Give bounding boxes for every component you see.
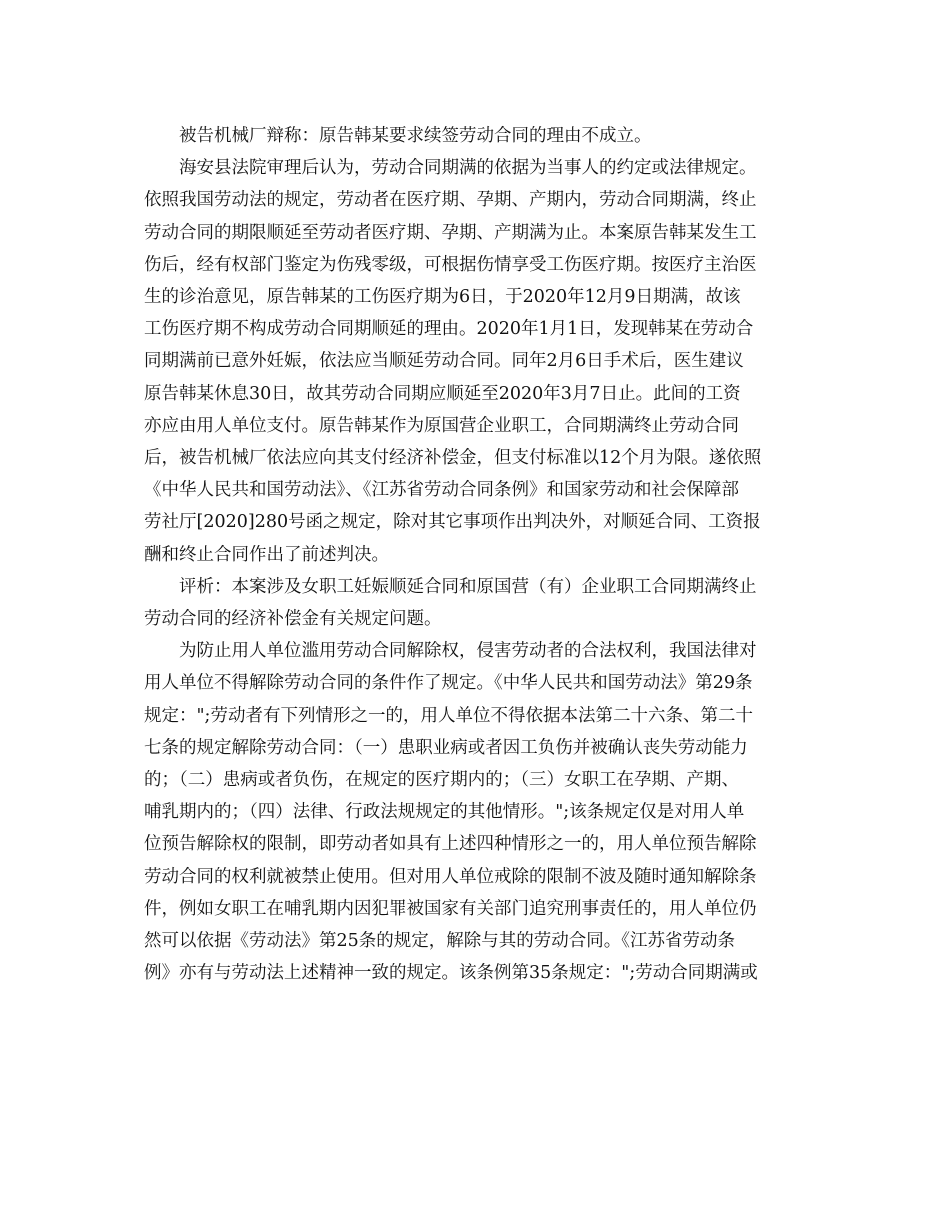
text-line: 劳动合同的期限顺延至劳动者医疗期、孕期、产期满为止。本案原告韩某发生工 bbox=[144, 222, 757, 243]
paragraph-court-ruling bbox=[144, 152, 810, 571]
text-line: 劳动合同的权利就被禁止使用。但对用人单位戒除的限制不波及随时通知解除条 bbox=[144, 866, 757, 887]
text-line: 被告机械厂辩称：原告韩某要求续签劳动合同的理由不成立。 bbox=[179, 126, 652, 146]
text-line: 工伤医疗期不构成劳动合同期顺延的理由。2020年1月1日，发现韩某在劳动合 bbox=[144, 319, 754, 340]
text-line: 然可以依据《劳动法》第25条的规定，解除与其的劳动合同。《江苏省劳动条 bbox=[144, 931, 736, 952]
text-line: 例》亦有与劳动法上述精神一致的规定。该条例第35条规定：";劳动合同期满或 bbox=[144, 963, 758, 984]
text-line: 同期满前已意外妊娠，依法应当顺延劳动合同。同年2月6日手术后，医生建议 bbox=[144, 351, 744, 372]
text-line: 件，例如女职工在哺乳期内因犯罪被国家有关部门追究刑事责任的，用人单位仍 bbox=[144, 898, 757, 919]
text-line: 伤后，经有权部门鉴定为伤残零级，可根据伤情享受工伤医疗期。按医疗主治医 bbox=[144, 254, 757, 275]
text-line: 劳社厅[2020]280号函之规定，除对其它事项作出判决外，对顺延合同、工资报 bbox=[144, 512, 761, 533]
document-body bbox=[144, 120, 810, 989]
paragraph-defense bbox=[144, 120, 810, 152]
text-line: 用人单位不得解除劳动合同的条件作了规定。《中华人民共和国劳动法》第29条 bbox=[144, 673, 753, 694]
text-line: 规定：";劳动者有下列情形之一的，用人单位不得依据本法第二十六条、第二十 bbox=[144, 705, 753, 726]
paragraph-legal-basis bbox=[144, 635, 810, 989]
text-line: 七条的规定解除劳动合同：（一）患职业病或者因工负伤并被确认丧失劳动能力 bbox=[144, 737, 748, 758]
text-line: 原告韩某休息30日，故其劳动合同期应顺延至2020年3月7日止。此间的工资 bbox=[144, 383, 741, 404]
text-line: 劳动合同的经济补偿金有关规定问题。 bbox=[144, 609, 442, 630]
paragraph-analysis bbox=[144, 571, 810, 635]
text-line: 酬和终止合同作出了前述判决。 bbox=[144, 544, 389, 565]
text-line: 位预告解除权的限制，即劳动者如具有上述四种情形之一的，用人单位预告解除 bbox=[144, 834, 757, 855]
text-line: 的；（二）患病或者负伤，在规定的医疗期内的；（三）女职工在孕期、产期、 bbox=[144, 770, 739, 791]
text-line: 依照我国劳动法的规定，劳动者在医疗期、孕期、产期内，劳动合同期满，终止 bbox=[144, 190, 757, 211]
text-line: 亦应由用人单位支付。原告韩某作为原国营企业职工，合同期满终止劳动合同 bbox=[144, 415, 739, 436]
text-line: 海安县法院审理后认为，劳动合同期满的依据为当事人的约定或法律规定。 bbox=[179, 158, 757, 179]
text-line: 哺乳期内的；（四）法律、行政法规规定的其他情形。";该条规定仅是对用人单 bbox=[144, 802, 745, 823]
text-line: 生的诊治意见，原告韩某的工伤医疗期为6日，于2020年12月9日期满，故该 bbox=[144, 287, 741, 308]
text-line: 后，被告机械厂依法应向其支付经济补偿金，但支付标准以12个月为限。遂依照 bbox=[144, 448, 762, 469]
text-line: 为防止用人单位滥用劳动合同解除权，侵害劳动者的合法权利，我国法律对 bbox=[179, 641, 757, 662]
text-line: 评析：本案涉及女职工妊娠顺延合同和原国营（有）企业职工合同期满终止 bbox=[179, 576, 757, 597]
text-line: 《中华人民共和国劳动法》、《江苏省劳动合同条例》和国家劳动和社会保障部 bbox=[144, 480, 739, 501]
